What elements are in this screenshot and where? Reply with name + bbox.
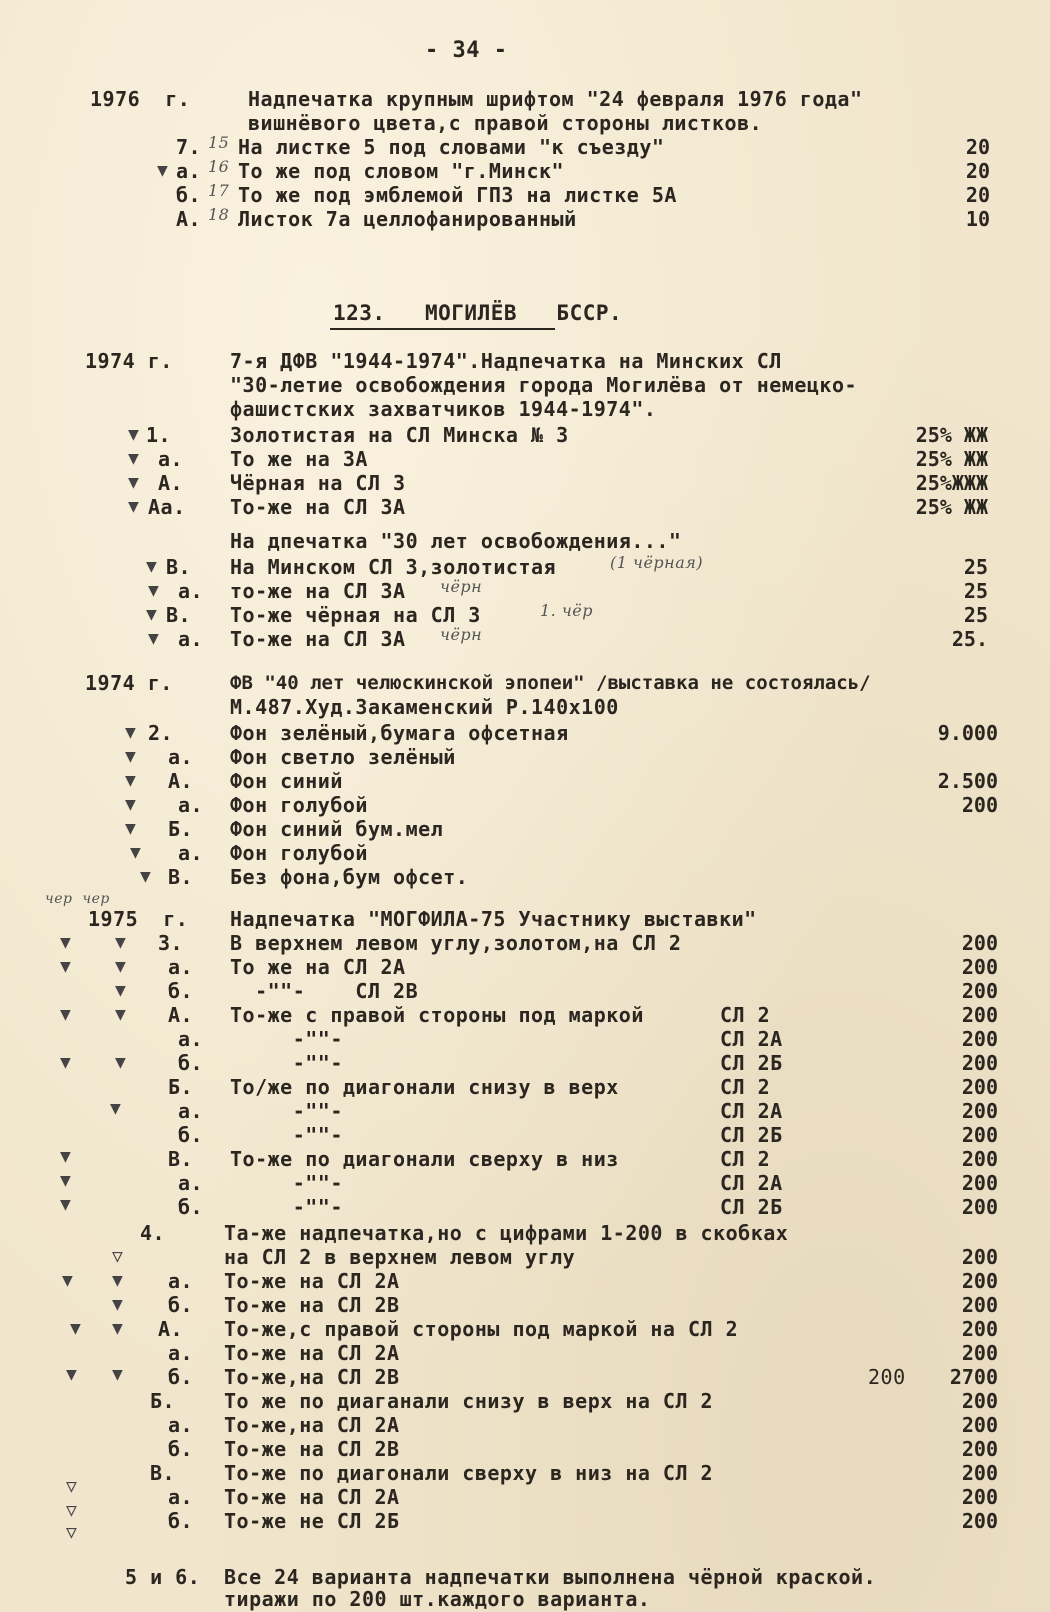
entry-text: То-же на СЛ 2В [224,1437,400,1461]
checkmark-icon: ▽ [112,1246,123,1267]
entry-code: а. [178,579,204,603]
heading-line: 7-я ДФВ "1944-1974".Надпечатка на Минских СЛ [230,349,782,373]
entry-code: В. [166,555,192,579]
entry-sheet: СЛ 2А [720,1171,783,1195]
entry-value: 25%ЖЖЖ [915,471,988,495]
heading-line: "30-летие освобождения города Могилёва от немецко- [230,373,858,397]
entry-text: -""- [230,1171,343,1195]
entry-value: 10 [965,207,990,231]
entry-text: на СЛ 2 в верхнем левом углу [224,1245,576,1269]
entry-text: Фон голубой [230,793,368,817]
entry-text: То-же не СЛ 2Б [224,1509,400,1533]
checkmark-icon: ▼ [110,1098,121,1119]
entry-text: То-же,с правой стороны под маркой на СЛ 2 [224,1317,739,1341]
handwritten-note: 17 [208,181,230,200]
handwritten-note: 1. чёр [540,601,594,620]
entry-value: 200 [961,1123,998,1147]
entry-code: а. [178,841,204,865]
section-title: 123. МОГИЛЁВ БССР. [333,301,623,325]
entry-value: 25 [963,555,988,579]
entry-value: 200 [961,979,998,1003]
entry-code: б. [168,1509,194,1533]
checkmark-icon: ▼ [115,980,126,1001]
entry-value: 200 [961,1099,998,1123]
handwritten-note: 18 [208,205,230,224]
checkmark-icon: ▼ [128,448,139,469]
entry-text: То-же на СЛ 2А [224,1341,400,1365]
entry-code: а. [168,1485,194,1509]
entry-code: а. [158,447,184,471]
handwritten-note: (1 чёрная) [610,553,704,572]
heading-line: вишнёвого цвета,с правой стороны листков. [248,111,763,135]
entry-value: 200 [961,1485,998,1509]
entry-text: -""- СЛ 2В [230,979,419,1003]
year-1976: 1976 г. [90,87,191,111]
checkmark-icon: ▼ [128,424,139,445]
entry-value: 25 [963,603,988,627]
entry-text: То-же,на СЛ 2А [224,1413,400,1437]
entry-text: Без фона,бум офсет. [230,865,469,889]
entry-code: 2. [148,721,174,745]
entry-code: а. [178,1099,204,1123]
entry-text: -""- [230,1099,343,1123]
sub-heading: На дпечатка "30 лет освобождения..." [230,529,682,553]
entry-text: Золотистая на СЛ Минска № 3 [230,423,569,447]
entry-text: -""- [230,1123,343,1147]
entry-code: б. [178,1195,204,1219]
entry-text: То/же по диагонали снизу в верх [230,1075,619,1099]
entry-code: 4. [140,1221,166,1245]
handwritten-note: 15 [208,133,230,152]
entry-code: а. [178,793,204,817]
entry-text: Та-же надпечатка,но с цифрами 1-200 в скобках [224,1221,789,1245]
entry-sheet: СЛ 2Б [720,1195,783,1219]
handwritten-note: чёрн [440,625,483,644]
checkmark-icon: ▼ [128,472,139,493]
entry-value: 200 [961,1293,998,1317]
entry-value: 25 [963,579,988,603]
checkmark-icon: ▼ [148,628,159,649]
checkmark-icon: ▼ [130,842,141,863]
entry-value: 200 [961,931,998,955]
entry-code: а. [168,1413,194,1437]
entry-value: 200 [961,1147,998,1171]
checkmark-icon: ▼ [128,496,139,517]
entry-sheet: СЛ 2 [720,1075,771,1099]
entry-value: 2700 [949,1365,998,1389]
entry-text: То-же,на СЛ 2В [224,1365,400,1389]
checkmark-icon: ▽ [66,1522,77,1543]
entry-code: а. [168,955,194,979]
checkmark-icon: ▼ [60,1146,71,1167]
entry-text: То-же по диагонали сверху в низ [230,1147,619,1171]
checkmark-icon: ▼ [66,1364,77,1385]
checkmark-icon: ▼ [125,722,136,743]
entry-text: В верхнем левом углу,золотом,на СЛ 2 [230,931,682,955]
heading-line: Надпечатка крупным шрифтом "24 февраля 1976 года" [248,87,863,111]
entry-code: б. [178,1123,204,1147]
entry-code: А. [168,769,194,793]
entry-code: Б. [150,1389,176,1413]
entry-value: 25% ЖЖ [915,447,988,471]
entry-value: 200 [961,1269,998,1293]
entry-code: А. [158,471,184,495]
checkmark-icon: ▼ [148,580,159,601]
entry-value: 200 [961,955,998,979]
handwritten-note: чер чер [45,891,110,907]
entry-code: б. [168,1365,194,1389]
entry-value: 20 [965,183,990,207]
checkmark-icon: ▼ [60,956,71,977]
entry-value: 25% ЖЖ [915,495,988,519]
entry-value: 200 [961,1075,998,1099]
footer-text: тиражи по 200 шт.каждого варианта. [224,1587,651,1611]
entry-sheet: СЛ 2Б [720,1051,783,1075]
entry-code: 1. [146,423,172,447]
entry-value: 200 [961,1389,998,1413]
entry-value: 200 [961,1437,998,1461]
checkmark-icon: ▼ [125,770,136,791]
entry-value: 200 [961,1027,998,1051]
entry-sheet: СЛ 2 [720,1147,771,1171]
year-1974: 1974 г. [85,349,173,373]
checkmark-icon: ▼ [112,1318,123,1339]
checkmark-icon: ▼ [60,1170,71,1191]
entry-code: б. [168,979,194,1003]
entry-value: 200 [961,1509,998,1533]
entry-code: б. [168,1437,194,1461]
entry-text: На листке 5 под словами "к съезду" [238,135,665,159]
year-1975: 1975 г. [88,907,189,931]
entry-text: То же по диаганали снизу в верх на СЛ 2 [224,1389,714,1413]
entry-code: В. [168,865,194,889]
entry-value: 200 [961,1195,998,1219]
checkmark-icon: ▼ [60,1194,71,1215]
entry-code: а. [168,1269,194,1293]
checkmark-icon: ▽ [66,1500,77,1521]
entry-value: 200 [961,793,998,817]
entry-text: То-же чёрная на СЛ 3 [230,603,481,627]
entry-value: 200 [961,1413,998,1437]
page-number: - 34 - [425,38,508,63]
checkmark-icon: ▼ [125,818,136,839]
entry-value: 200 [961,1003,998,1027]
entry-code: а. [176,159,202,183]
entry-value: 200 [961,1051,998,1075]
entry-value: 20 [965,135,990,159]
checkmark-icon: ▼ [125,746,136,767]
heading-line: Надпечатка "МОГФИЛА-75 Участнику выставки" [230,907,757,931]
handwritten-note: чёрн [440,577,483,596]
checkmark-icon: ▼ [157,160,168,181]
entry-value: 25. [951,627,988,651]
checkmark-icon: ▽ [66,1476,77,1497]
entry-code: 3. [158,931,184,955]
entry-text: То же под эмблемой ГПЗ на листке 5А [238,183,677,207]
checkmark-icon: ▼ [140,866,151,887]
heading-line: фашистских захватчиков 1944-1974". [230,397,657,421]
entry-sheet: СЛ 2Б [720,1123,783,1147]
entry-value: 200 [961,1317,998,1341]
entry-value: 200 [961,1171,998,1195]
entry-text: То же под словом "г.Минск" [238,159,565,183]
entry-sheet: СЛ 2 [720,1003,771,1027]
checkmark-icon: ▼ [112,1364,123,1385]
entry-text: На Минском СЛ 3,золотистая [230,555,557,579]
heading-line: М.487.Худ.Закаменский Р.140х100 [230,695,619,719]
checkmark-icon: ▼ [112,1270,123,1291]
handwritten-note: 16 [208,157,230,176]
checkmark-icon: ▼ [115,956,126,977]
entry-text: -""- [230,1027,343,1051]
entry-text: То-же на СЛ 2А [224,1485,400,1509]
entry-text: -""- [230,1051,343,1075]
entry-code: а. [178,1171,204,1195]
entry-text: Фон зелёный,бумага офсетная [230,721,569,745]
entry-text: То-же на СЛ 2А [224,1269,400,1293]
checkmark-icon: ▼ [115,1052,126,1073]
entry-code: Аа. [148,495,186,519]
checkmark-icon: ▼ [115,1004,126,1025]
entry-code: А. [176,207,202,231]
entry-text: Чёрная на СЛ 3 [230,471,406,495]
entry-code: а. [168,745,194,769]
entry-text: то-же на СЛ 3А [230,579,406,603]
entry-code: а. [168,1341,194,1365]
entry-code: Б. [168,1075,194,1099]
entry-text: То-же на СЛ 2В [224,1293,400,1317]
entry-value: 20 [965,159,990,183]
entry-value: 9.000 [937,721,998,745]
entry-code: б. [178,1051,204,1075]
entry-code: а. [178,1027,204,1051]
heading-line: ФВ "40 лет челюскинской эпопеи" /выставка не состоялась/ [230,672,871,694]
entry-text: То-же с правой стороны под маркой [230,1003,644,1027]
checkmark-icon: ▼ [60,1052,71,1073]
entry-code: А. [158,1317,184,1341]
entry-text: Листок 7а целлофанированный [238,207,577,231]
entry-code: а. [178,627,204,651]
checkmark-icon: ▼ [60,1004,71,1025]
entry-extra-value: 200 [868,1365,906,1389]
entry-value: 200 [961,1341,998,1365]
checkmark-icon: ▼ [115,932,126,953]
checkmark-icon: ▼ [62,1270,73,1291]
checkmark-icon: ▼ [146,556,157,577]
title-underline [330,328,555,330]
entry-value: 200 [961,1245,998,1269]
entry-text: Фон голубой [230,841,368,865]
entry-text: Фон светло зелёный [230,745,456,769]
checkmark-icon: ▼ [146,604,157,625]
entry-sheet: СЛ 2А [720,1027,783,1051]
entry-code: А. [168,1003,194,1027]
entry-code: В. [150,1461,176,1485]
checkmark-icon: ▼ [112,1294,123,1315]
checkmark-icon: ▼ [125,794,136,815]
entry-sheet: СЛ 2А [720,1099,783,1123]
checkmark-icon: ▼ [60,932,71,953]
entry-value: 2.500 [937,769,998,793]
entry-code: б. [168,1293,194,1317]
entry-text: То-же на СЛ 3А [230,495,406,519]
entry-text: То-же по диагонали сверху в низ на СЛ 2 [224,1461,714,1485]
entry-value: 200 [961,1461,998,1485]
footer-code: 5 и 6. [125,1565,201,1589]
entry-text: Фон синий [230,769,343,793]
entry-code: 7. [176,135,202,159]
entry-code: б. [176,183,202,207]
entry-code: В. [168,1147,194,1171]
year-1974: 1974 г. [85,671,173,695]
entry-value: 25% ЖЖ [915,423,988,447]
entry-text: -""- [230,1195,343,1219]
entry-text: То же на 3А [230,447,368,471]
entry-code: Б. [168,817,194,841]
checkmark-icon: ▼ [70,1318,81,1339]
entry-text: Фон синий бум.мел [230,817,444,841]
entry-text: То-же на СЛ 3А [230,627,406,651]
footer-text: Все 24 варианта надпечатки выполнена чёрной краской. [224,1565,877,1589]
entry-text: То же на СЛ 2А [230,955,406,979]
entry-code: В. [166,603,192,627]
